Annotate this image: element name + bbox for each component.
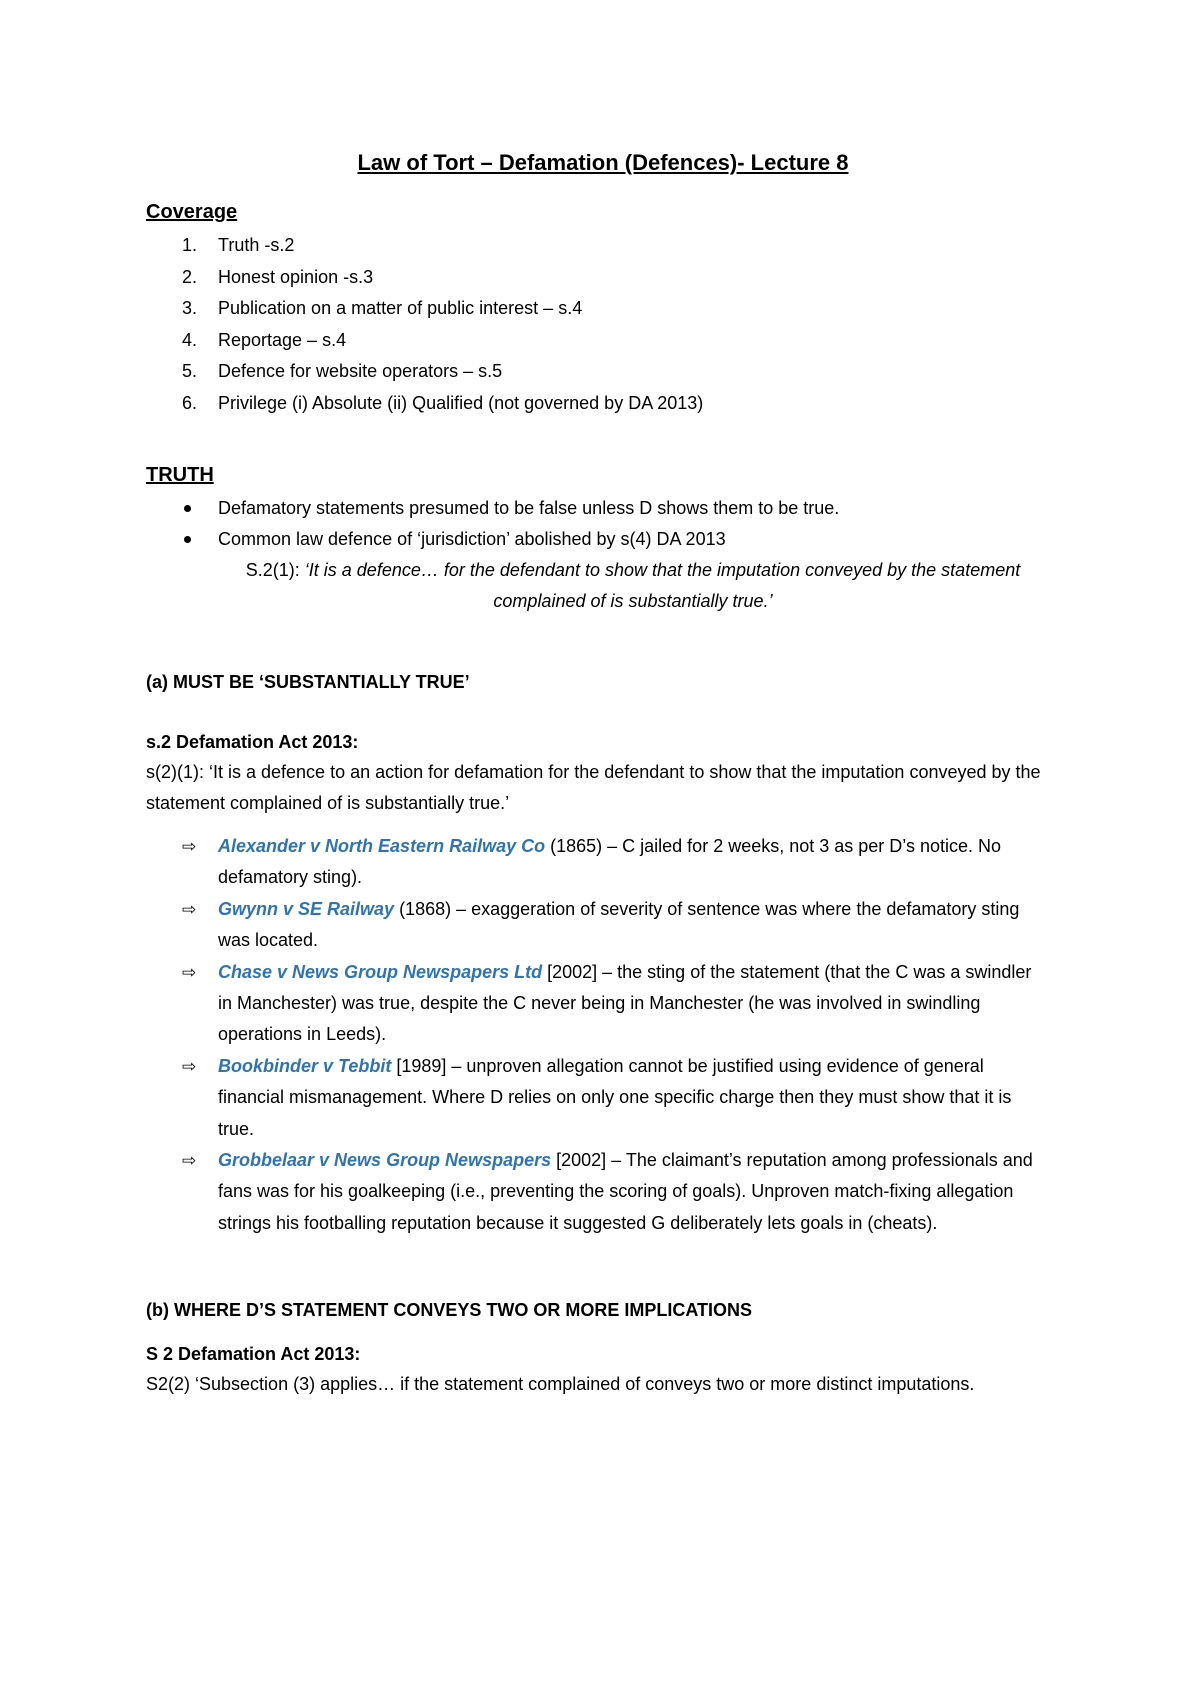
list-number: 3. xyxy=(182,298,198,318)
case-item xyxy=(182,1051,1060,1145)
list-item-text: Honest opinion -s.3 xyxy=(218,266,374,287)
arrow-right-icon: ⇨ xyxy=(182,837,197,856)
list-item-text: Truth -s.2 xyxy=(218,235,295,255)
list-item xyxy=(182,293,1060,325)
case-description: (1865) – C jailed for 2 weeks, not 3 as per D’s notice. No defamatory sting). xyxy=(218,836,1002,888)
case-list xyxy=(146,831,1060,1239)
section-b-subheading: S 2 Defamation Act 2013: xyxy=(146,1344,361,1365)
arrow-right-icon: ⇨ xyxy=(182,962,197,982)
spacer xyxy=(146,1325,1060,1339)
list-item xyxy=(182,388,1060,420)
coverage-list xyxy=(146,230,1060,419)
case-name: Alexander v North Eastern Railway Co xyxy=(218,836,546,856)
case-description: [2002] – The claimant’s reputation among professionals and fans was for his goalkeeping (i.e., preventing the scoring of goals). Unproven match-fixing allegation strings his footballing reputation because it suggested G deliberately lets goals in (cheats). xyxy=(218,1150,1033,1233)
section-a-heading: (a) MUST BE ‘SUBSTANTIALLY TRUE’ xyxy=(146,672,470,692)
spacer xyxy=(146,697,1060,727)
list-item xyxy=(182,356,1060,388)
list-number: 6. xyxy=(182,392,198,413)
spacer xyxy=(146,617,1060,667)
section-b-paragraph: S2(2) ‘Subsection (3) applies… if the statement complained of conveys two or more distinct imputations. xyxy=(146,1374,975,1395)
bullet-icon xyxy=(184,536,191,543)
list-item-text: Reportage – s.4 xyxy=(218,329,347,350)
truth-bullet-list xyxy=(146,493,1060,555)
quote-text: ‘It is a defence… for the defendant to show that the imputation conveyed by the statement complained of is substantially true.’ xyxy=(304,560,1021,611)
case-item xyxy=(182,1145,1060,1239)
truth-heading: TRUTH xyxy=(146,464,214,486)
arrow-right-icon: ⇨ xyxy=(182,1056,197,1076)
spacer xyxy=(146,1239,1060,1295)
arrow-right-icon: ⇨ xyxy=(182,899,197,919)
list-item-text: Privilege (i) Absolute (ii) Qualified (not governed by DA 2013) xyxy=(218,392,704,413)
list-number: 4. xyxy=(182,329,198,350)
list-item-text: Defence for website operators – s.5 xyxy=(218,361,503,381)
case-name: Bookbinder v Tebbit xyxy=(218,1055,392,1076)
section-a-paragraph: s(2)(1): ‘It is a defence to an action for defamation for the defendant to show that the imputation conveyed by the statement complained of is substantially true.’ xyxy=(146,762,1041,813)
statute-quote xyxy=(146,555,1060,617)
document-title: Law of Tort – Defamation (Defences)- Lecture 8 xyxy=(357,150,849,175)
case-item xyxy=(182,957,1060,1051)
list-number: 5. xyxy=(182,361,198,381)
bullet-text: Defamatory statements presumed to be false unless D shows them to be true. xyxy=(218,498,840,518)
case-name: Chase v News Group Newspapers Ltd xyxy=(218,961,543,982)
list-number: 1. xyxy=(182,235,198,255)
list-number: 2. xyxy=(182,266,198,287)
bullet-text: Common law defence of ‘jurisdiction’ abolished by s(4) DA 2013 xyxy=(218,529,726,549)
section-a-subheading: s.2 Defamation Act 2013: xyxy=(146,732,359,752)
list-item xyxy=(218,524,1060,555)
case-item xyxy=(182,831,1060,894)
case-name: Grobbelaar v News Group Newspapers xyxy=(218,1150,552,1171)
case-description: (1868) – exaggeration of severity of sentence was where the defamatory sting was located. xyxy=(218,898,1020,951)
case-description: [1989] – unproven allegation cannot be justified using evidence of general financial mismanagement. Where D relies on only one specific charge then they must show that it is true. xyxy=(218,1055,1012,1139)
list-item xyxy=(182,262,1060,294)
case-name: Gwynn v SE Railway xyxy=(218,898,395,919)
list-item xyxy=(182,325,1060,357)
bullet-icon xyxy=(184,505,191,512)
quote-lead: S.2(1): xyxy=(245,560,305,580)
list-item-text: Publication on a matter of public interest – s.4 xyxy=(218,298,583,318)
list-item xyxy=(182,230,1060,262)
arrow-right-icon: ⇨ xyxy=(182,1151,197,1171)
case-description: [2002] – the sting of the statement (that the C was a swindler in Manchester) was true, despite the C never being in Manchester (he was involved in swindling operations in Leeds). xyxy=(218,961,1032,1045)
coverage-heading: Coverage xyxy=(146,201,238,223)
list-item xyxy=(218,493,1060,524)
section-b-heading: (b) WHERE D’S STATEMENT CONVEYS TWO OR MORE IMPLICATIONS xyxy=(146,1300,752,1321)
spacer xyxy=(146,419,1060,461)
case-item xyxy=(182,894,1060,957)
